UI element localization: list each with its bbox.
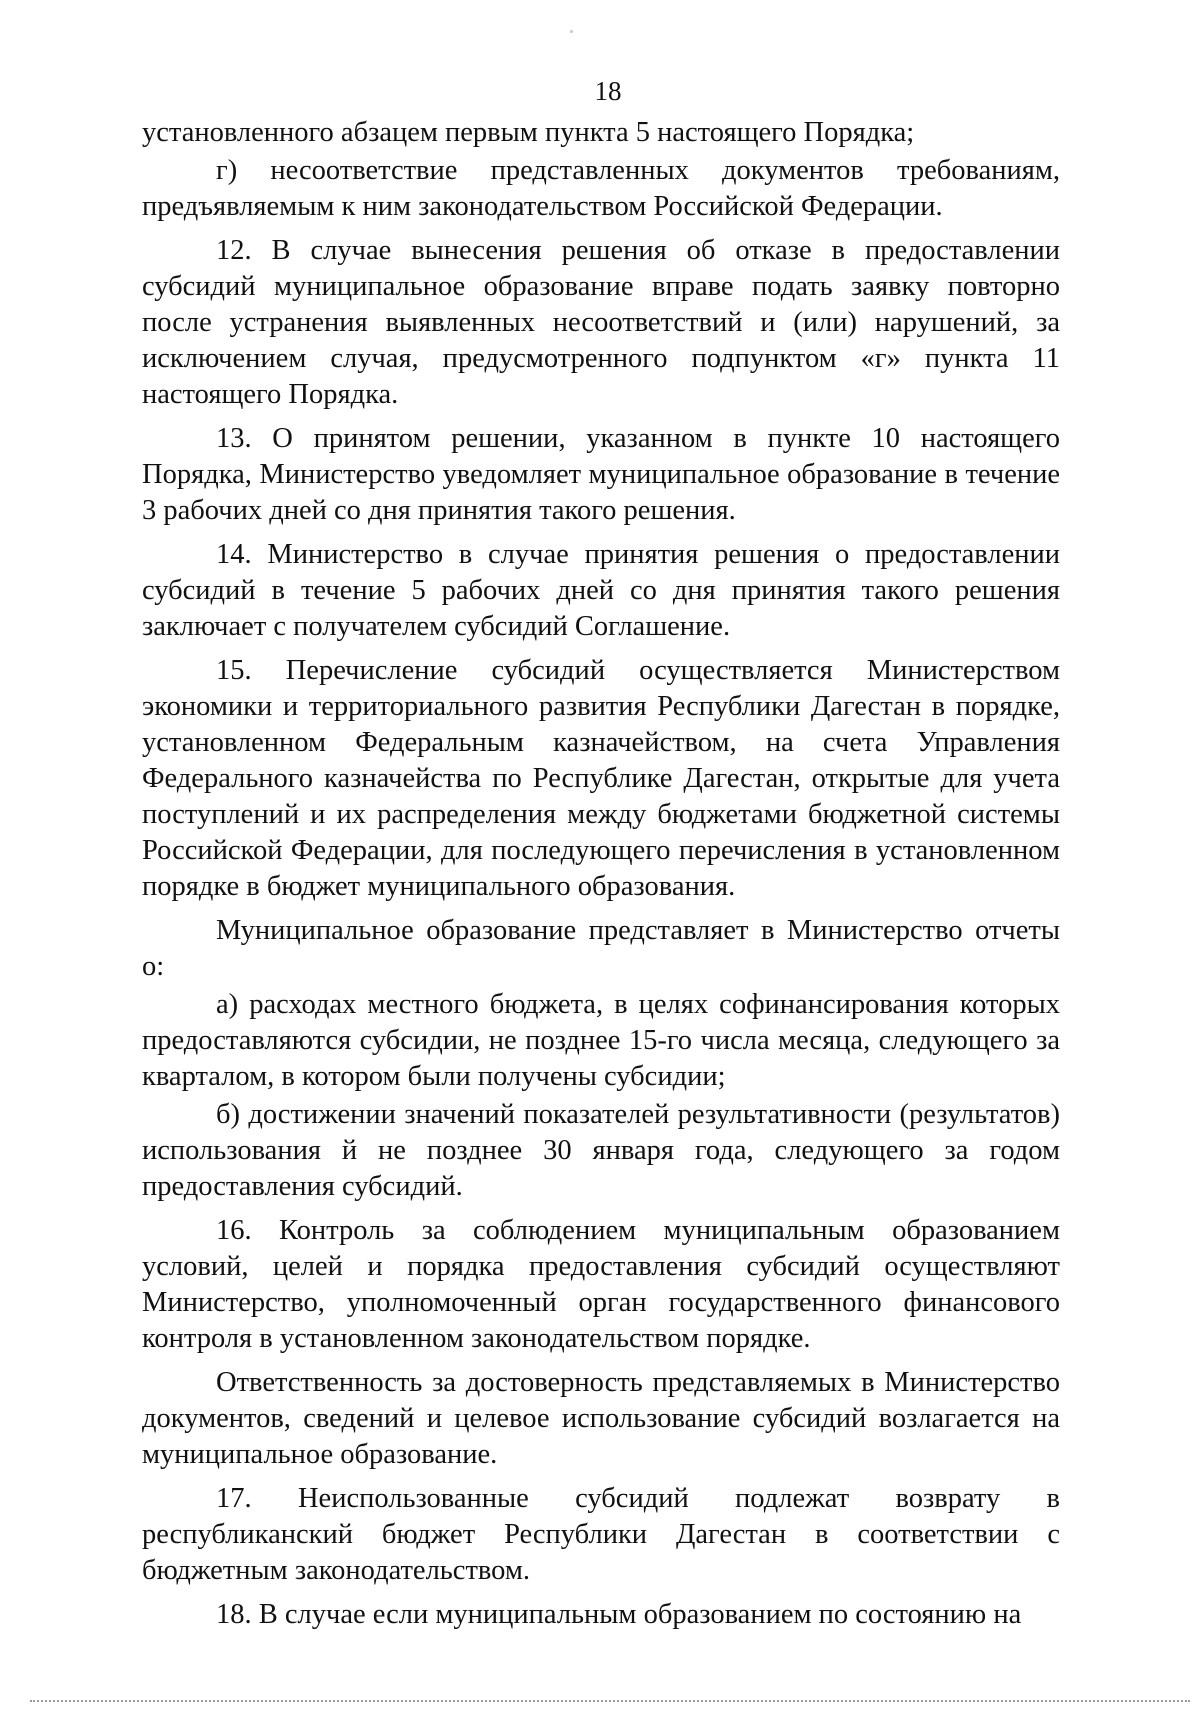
scan-speck <box>570 30 573 33</box>
paragraph-item-13: 13. О принятом решении, указанном в пункте 10 настоящего Порядка, Министерство уведомляет муниципальное образование в течение 3 рабочих дней со дня принятия такого решения. <box>142 423 1060 526</box>
paragraph-subitem-a: а) расходах местного бюджета, в целях софинансирования которых предоставляются субсидии, не позднее 15-го числа месяца, следующего за кварталом, в котором были получены субсидии; <box>142 989 1060 1092</box>
paragraph-item-17: 17. Неиспользованные субсидий подлежат возврату в республиканский бюджет Республики Дагестан в соответствии с бюджетным законодательством. <box>142 1483 1060 1586</box>
paragraph-continuation: установленного абзацем первым пункта 5 настоящего Порядка; <box>142 117 915 148</box>
paragraph-subitem-g: г) несоответствие представленных документов требованиям, предъявляемым к ним законодательством Российской Федерации. <box>142 155 1060 222</box>
paragraph-responsibility: Ответственность за достоверность представляемых в Министерство документов, сведений и целевое использование субсидий возлагается на муниципальное образование. <box>142 1367 1060 1470</box>
paragraph-item-15: 15. Перечисление субсидий осуществляется Министерством экономики и территориального развития Республики Дагестан в порядке, установленном Федеральным казначейством, на счета Управления Федерального казначейства по Республике Дагестан, открытые для учета поступлений и их распределения между бюджетами бюджетной системы Российской Федерации, для последующего перечисления в установленном порядке в бюджет муниципального образования. <box>142 655 1060 902</box>
paragraph-reports-intro: Муниципальное образование представляет в Министерство отчеты о: <box>142 915 1060 982</box>
document-body <box>142 115 1060 1635</box>
page-number: 18 <box>594 76 622 106</box>
paragraph-item-18: 18. В случае если муниципальным образованием по состоянию на <box>216 1599 1022 1630</box>
paragraph-item-14: 14. Министерство в случае принятия решения о предоставлении субсидий в течение 5 рабочих дней со дня принятия такого решения заключает с получателем субсидий Соглашение. <box>142 539 1060 642</box>
paragraph-item-12: 12. В случае вынесения решения об отказе в предоставлении субсидий муниципальное образование вправе подать заявку повторно после устранения выявленных несоответствий и (или) нарушений, за исключением случая, предусмотренного подпунктом «г» пункта 11 настоящего Порядка. <box>142 235 1060 410</box>
paragraph-subitem-b: б) достижении значений показателей результативности (результатов) использования й не позднее 30 января года, следующего за годом предоставления субсидий. <box>142 1099 1060 1202</box>
paragraph-item-16: 16. Контроль за соблюдением муниципальным образованием условий, целей и порядка предоставления субсидий осуществляют Министерство, уполномоченный орган государственного финансового контроля в установленном законодательством порядке. <box>142 1215 1060 1354</box>
scan-edge-line <box>30 1700 1190 1704</box>
